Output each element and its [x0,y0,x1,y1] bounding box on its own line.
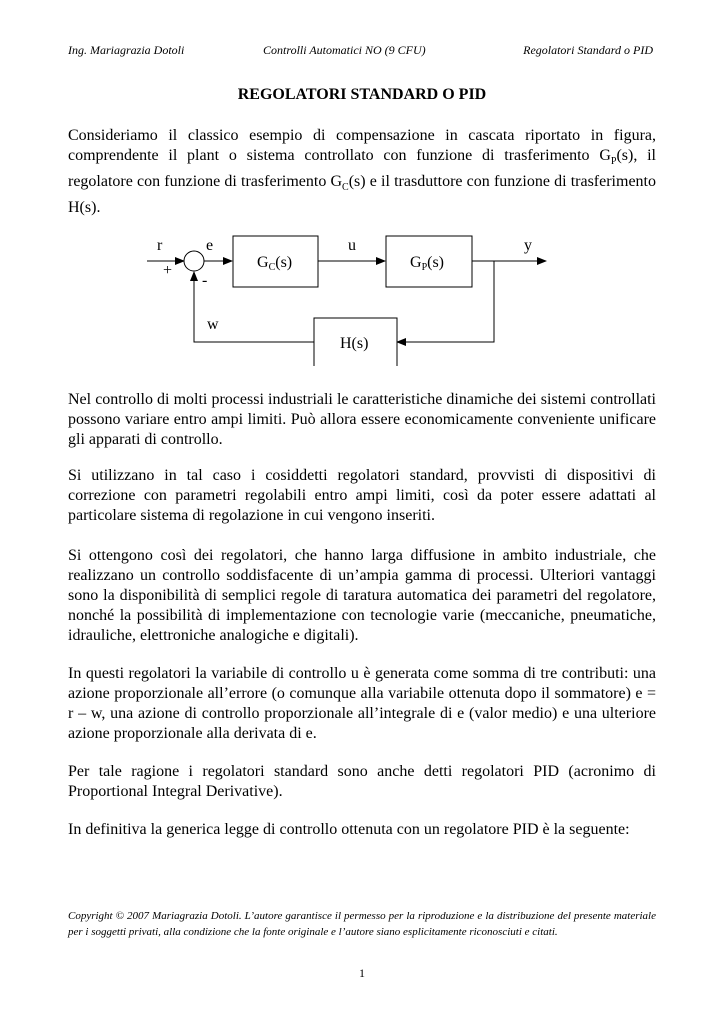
page-title: REGOLATORI STANDARD O PID [237,86,487,103]
header-course: Controlli Automatici NO (9 CFU) [263,43,426,57]
copyright-footer: Copyright © 2007 Mariagrazia Dotoli. L’autore garantisce il permesso per la riproduzione e la distribuzione del presente materiale per i soggetti privati, alla condizione che la fonte originale e l’autore siano esplicitamente riconosciuti e citati. [68,910,656,938]
label-minus: - [202,272,208,289]
paragraph-pid-acronym: Per tale ragione i regolatori standard sono anche detti regolatori PID (acronimo di Proportional Integral Derivative). [68,763,656,800]
page-number: 1 [359,966,365,980]
label-plus: + [163,262,173,279]
label-u: u [348,237,356,254]
label-r: r [157,237,163,254]
paragraph-control-law: In definitiva la generica legge di controllo ottenuta con un regolatore PID è la seguente: [68,821,630,838]
block-diagram [0,226,724,366]
paragraph-processes: Nel controllo di molti processi industriali le caratteristiche dinamiche dei sistemi controllati possono variare entro ampi limiti. Può allora essere economicamente conveniente unificare gli apparati di controllo. [68,391,656,448]
header-topic: Regolatori Standard o PID [523,43,653,57]
plant-label: GP(s) [410,254,445,273]
controller-label: GC(s) [257,254,293,273]
paragraph-control-variable: In questi regolatori la variabile di controllo u è generata come somma di tre contributi: una azione proporzionale all’errore (o comunque alla variabile ottenuta dopo il sommatore) e = r – w, una azione di controllo proporzionale all’integrale di e (valor medio) e una ulteriore azione proporzionale alla derivata di e. [68,665,656,742]
label-y: y [524,237,532,254]
label-e: e [206,237,214,254]
label-w: w [207,316,219,333]
paragraph-standard-regulators: Si utilizzano in tal caso i cosiddetti regolatori standard, provvisti di dispositivi di correzione con parametri regolabili entro ampi limiti, così da poter essere adattati al particolare sistema di regolazione in cui vengono inseriti. [68,467,656,524]
summing-junction [184,251,204,271]
transducer-label: H(s) [340,335,369,352]
paragraph-advantages: Si ottengono così dei regolatori, che hanno larga diffusione in ambito industriale, che realizzano un controllo soddisfacente di un’ampia gamma di processi. Ulteriori vantaggi sono la disponibilità di semplici regole di taratura automatica dei parametri del regolatore, nonché la possibilità di implementazione con tecnologie varie (meccaniche, pneumatiche, idrauliche, elettroniche analogiche e digitali). [68,547,656,644]
header-author: Ing. Mariagrazia Dotoli [68,43,185,57]
intro-paragraph: Consideriamo il classico esempio di compensazione in cascata riportato in figura, comprendente il plant o sistema controllato con funzione di trasferimento $G_P(s)$, il regolatore con funzione di trasferimento $G_C(s)$ e il trasduttore con funzione di trasferimento H(s). [68,127,656,217]
